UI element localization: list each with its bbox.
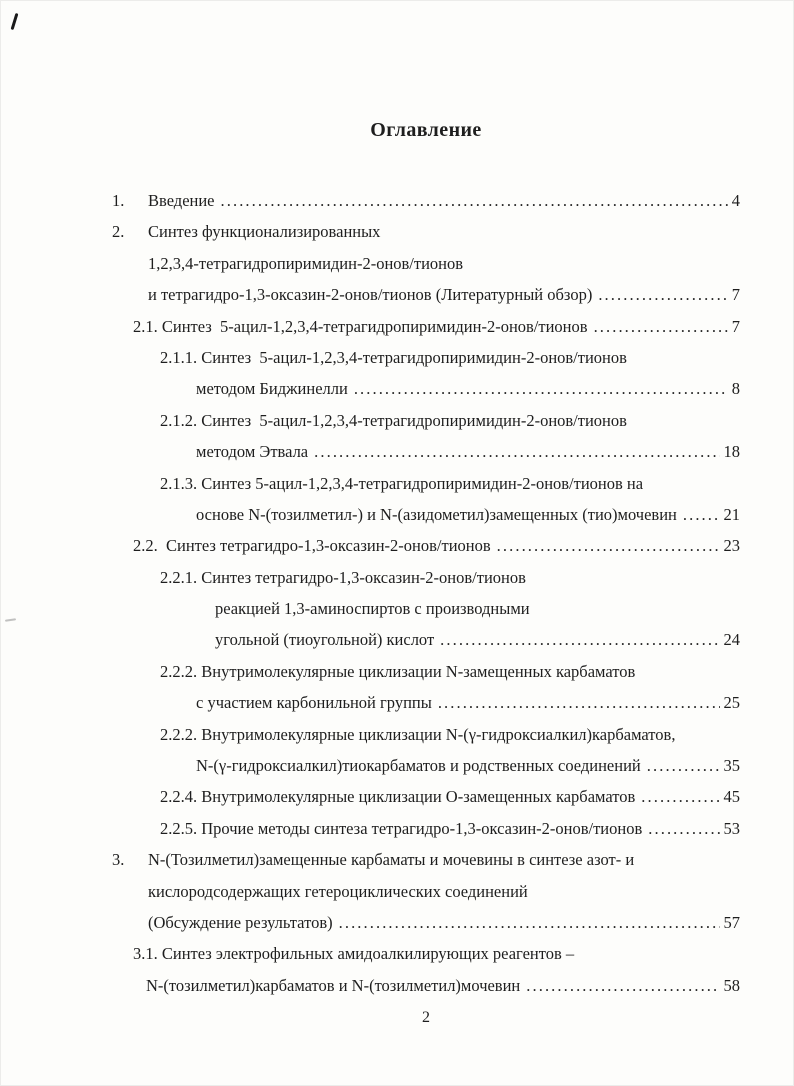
toc-dot-leader [641, 787, 719, 807]
toc-entry-page-number: 35 [723, 756, 740, 776]
toc-entry-line [112, 599, 740, 630]
toc-entry-text: с участием карбонильной группы [196, 693, 432, 713]
toc-entry-text: и тетрагидро-1,3-оксазин-2-онов/тионов (Литературный обзор) [148, 285, 593, 305]
toc-entry-line [112, 474, 740, 505]
toc-entry-text: N-(γ-гидроксиалкил)тиокарбаматов и родственных соединений [196, 756, 641, 776]
toc-chapter-number: 1. [112, 191, 125, 210]
toc-entry-text: 2.2.1. Синтез тетрагидро-1,3-оксазин-2-онов/тионов [160, 567, 526, 587]
toc-entry-page-number: 25 [723, 693, 740, 713]
toc-entry-page-number: 45 [723, 787, 740, 807]
toc-entry-line [112, 819, 740, 850]
toc-entry-line [112, 411, 740, 442]
toc-dot-leader [339, 913, 720, 933]
page-number: 2 [422, 1009, 430, 1026]
toc-entry-text: реакцией 1,3-аминоспиртов с производными [215, 599, 530, 619]
toc-entry-text: 3.1. Синтез электрофильных амидоалкилирующих реагентов – [133, 944, 575, 964]
toc-entry-page-number: 4 [731, 191, 740, 210]
toc-entry-line [112, 442, 740, 473]
toc-entry-line [112, 348, 740, 379]
toc-entry-page-number: 21 [723, 504, 740, 524]
toc-entry-page-number: 7 [731, 285, 740, 305]
toc-entry-line [112, 976, 740, 1007]
toc-entry-page-number: 7 [731, 316, 740, 336]
toc-entry-text: методом Биджинелли [196, 379, 348, 399]
toc-entry-text: 2.2.4. Внутримолекулярные циклизации O-замещенных карбаматов [160, 787, 636, 807]
toc-chapter-number: 3. [112, 850, 125, 870]
toc-dot-leader [598, 285, 727, 305]
toc-entry-text: 2.1.2. Синтез 5-ацил-1,2,3,4-тетрагидропиримидин-2-онов/тионов [160, 410, 627, 430]
toc-entry-text: N-(Тозилметил)замещенные карбаматы и мочевины в синтезе азот- и [148, 850, 635, 870]
toc-entry-text: 2.2.2. Внутримолекулярные циклизации N-(γ-гидроксиалкил)карбаматов, [160, 724, 676, 744]
toc-entry-text: 1,2,3,4-тетрагидропиримидин-2-онов/тионов [148, 253, 464, 273]
table-of-contents [112, 191, 740, 1007]
scan-smudge-mark [5, 618, 16, 622]
pen-stroke-mark [11, 13, 19, 30]
toc-entry-text: 2.2.5. Прочие методы синтеза тетрагидро-1,3-оксазин-2-онов/тионов [160, 818, 643, 838]
toc-chapter-number: 2. [112, 222, 125, 242]
toc-entry-line [112, 317, 740, 348]
toc-dot-leader [440, 630, 719, 650]
toc-entry-page-number: 57 [723, 912, 740, 932]
toc-entry-page-number: 18 [723, 442, 740, 462]
toc-entry-text: методом Этвала [196, 442, 309, 462]
toc-entry-text: основе N-(тозилметил-) и N-(азидометил)замещенных (тио)мочевин [196, 504, 677, 524]
toc-entry-text: N-(тозилметил)карбаматов и N-(тозилметил)мочевин [146, 975, 521, 995]
toc-dot-leader [354, 379, 728, 399]
toc-dot-leader [594, 317, 728, 337]
toc-dot-leader [221, 191, 728, 211]
toc-dot-leader [497, 536, 720, 556]
toc-entry-text: 2.1.1. Синтез 5-ацил-1,2,3,4-тетрагидропиримидин-2-онов/тионов [160, 347, 627, 367]
toc-entry-line [112, 379, 740, 410]
toc-entry-text: 2.2. Синтез тетрагидро-1,3-оксазин-2-онов/тионов [133, 536, 491, 556]
toc-entry-line [112, 882, 740, 913]
toc-entry-line [112, 191, 740, 222]
toc-entry-page-number: 23 [723, 536, 740, 556]
toc-entry-page-number: 24 [723, 630, 740, 650]
toc-entry-line [112, 505, 740, 536]
toc-entry-line [112, 630, 740, 661]
toc-entry-line [112, 944, 740, 975]
toc-entry-line [112, 222, 740, 253]
toc-entry-text: (Обсуждение результатов) [148, 912, 333, 932]
toc-entry-text: угольной (тиоугольной) кислот [215, 630, 435, 650]
toc-entry-line [112, 787, 740, 818]
toc-dot-leader [683, 505, 720, 525]
toc-dot-leader [526, 976, 719, 996]
toc-entry-line [112, 913, 740, 944]
toc-entry-line [112, 756, 740, 787]
toc-dot-leader [314, 442, 719, 462]
toc-entry-text: 2.2.2. Внутримолекулярные циклизации N-замещенных карбаматов [160, 661, 636, 681]
toc-entry-line [112, 254, 740, 285]
toc-entry-text: 2.1.3. Синтез 5-ацил-1,2,3,4-тетрагидропиримидин-2-онов/тионов на [160, 473, 644, 493]
toc-dot-leader [648, 819, 719, 839]
toc-entry-text: Синтез функционализированных [148, 222, 381, 242]
toc-entry-text: кислородсодержащих гетероциклических соединений [148, 881, 528, 901]
toc-entry-text: Введение [148, 191, 215, 210]
toc-entry-text: 2.1. Синтез 5-ацил-1,2,3,4-тетрагидропиримидин-2-онов/тионов [133, 316, 588, 336]
toc-entry-line [112, 725, 740, 756]
toc-entry-line [112, 285, 740, 316]
toc-entry-line [112, 662, 740, 693]
toc-entry-page-number: 8 [731, 379, 740, 399]
page-title: Оглавление [370, 119, 482, 141]
toc-entry-line [112, 850, 740, 881]
toc-entry-page-number: 58 [723, 975, 740, 995]
toc-entry-line [112, 693, 740, 724]
toc-entry-line [112, 568, 740, 599]
toc-entry-page-number: 53 [723, 818, 740, 838]
toc-dot-leader [647, 756, 720, 776]
toc-dot-leader [438, 693, 720, 713]
toc-entry-line [112, 536, 740, 567]
